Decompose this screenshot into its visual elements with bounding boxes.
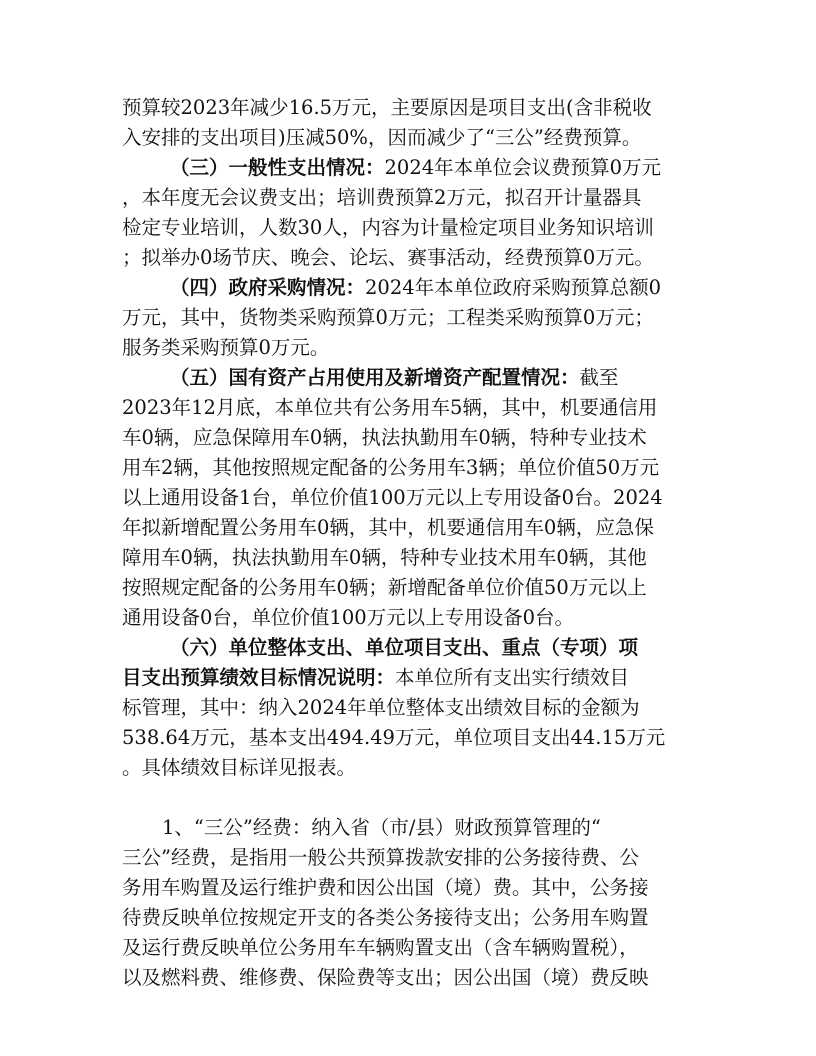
paragraph-performance-line-2 xyxy=(122,663,629,693)
paragraph-glossary-line-1: 1、“三公”经费：纳入省（市/县）财政预算管理的“ xyxy=(162,816,601,839)
paragraph-three-public-line-2: 入安排的支出项目)压减50%，因而减少了“三公”经费预算。 xyxy=(122,126,642,149)
paragraph-procurement-line-1 xyxy=(170,273,661,303)
paragraph-glossary-line-4: 待费反映单位按规定开支的各类公务接待支出；公务用车购置 xyxy=(122,906,649,929)
paragraph-assets-line-5: 以上通用设备1台，单位价值100万元以上专用设备0台。2024 xyxy=(122,486,663,509)
paragraph-assets-line-9: 通用设备0台，单位价值100万元以上专用设备0台。 xyxy=(122,606,575,629)
paragraph-glossary-line-3: 务用车购置及运行维护费和因公出国（境）费。其中，公务接 xyxy=(122,876,649,899)
paragraph-assets-line-2: 2023年12月底，本单位共有公务用车5辆，其中，机要通信用 xyxy=(122,396,658,419)
paragraph-assets-line-1 xyxy=(170,363,619,393)
assets-heading: （五）国有资产占用使用及新增资产配置情况： xyxy=(170,366,580,389)
paragraph-procurement-line-3: 服务类采购预算0万元。 xyxy=(122,336,330,359)
paragraph-assets-line-7: 障用车0辆，执法执勤用车0辆，特种专业技术用车0辆，其他 xyxy=(122,546,647,569)
paragraph-performance-line-5: 。具体绩效目标详见报表。 xyxy=(122,756,357,779)
paragraph-glossary-line-5: 及运行费反映单位公务用车车辆购置支出（含车辆购置税）， xyxy=(122,936,639,959)
performance-heading-line-1: （六）单位整体支出、单位项目支出、重点（专项）项 xyxy=(170,636,639,659)
assets-text: 截至 xyxy=(579,366,619,389)
paragraph-general-expense-line-3: 检定专业培训，人数30人，内容为计量检定项目业务知识培训 xyxy=(122,216,654,239)
paragraph-assets-line-3: 车0辆，应急保障用车0辆，执法执勤用车0辆，特种专业技术 xyxy=(122,426,647,449)
paragraph-procurement-line-2: 万元，其中，货物类采购预算0万元；工程类采购预算0万元； xyxy=(122,306,654,329)
paragraph-performance-line-3: 标管理，其中：纳入2024年单位整体支出绩效目标的金额为 xyxy=(122,696,640,719)
paragraph-general-expense-line-1 xyxy=(170,153,661,183)
paragraph-general-expense-line-2: ，本年度无会议费支出；培训费预算2万元，拟召开计量器具 xyxy=(122,186,642,209)
paragraph-assets-line-6: 年拟新增配置公务用车0辆，其中，机要通信用车0辆，应急保 xyxy=(122,516,654,539)
paragraph-performance-line-4: 538.64万元，基本支出494.49万元，单位项目支出44.15万元 xyxy=(122,726,666,749)
general-expense-heading: （三）一般性支出情况： xyxy=(170,156,385,179)
paragraph-glossary-line-2: 三公”经费，是指用一般公共预算拨款安排的公务接待费、公 xyxy=(122,846,639,869)
procurement-text: 2024年本单位政府采购预算总额0 xyxy=(365,276,662,299)
paragraph-glossary-line-6: 以及燃料费、维修费、保险费等支出；因公出国（境）费反映 xyxy=(122,966,649,989)
paragraph-three-public-line-1: 预算较2023年减少16.5万元，主要原因是项目支出(含非税收 xyxy=(122,96,652,119)
procurement-heading: （四）政府采购情况： xyxy=(170,276,366,299)
paragraph-assets-line-8: 按照规定配备的公务用车0辆；新增配备单位价值50万元以上 xyxy=(122,576,647,599)
paragraph-general-expense-line-4: ；拟举办0场节庆、晚会、论坛、赛事活动，经费预算0万元。 xyxy=(122,246,654,269)
performance-heading-line-2: 目支出预算绩效目标情况说明： xyxy=(122,666,396,689)
paragraph-assets-line-4: 用车2辆，其他按照规定配备的公务用车3辆；单位价值50万元 xyxy=(122,456,660,479)
general-expense-text: 2024年本单位会议费预算0万元 xyxy=(384,156,662,179)
performance-text: 本单位所有支出实行绩效目 xyxy=(395,666,630,689)
